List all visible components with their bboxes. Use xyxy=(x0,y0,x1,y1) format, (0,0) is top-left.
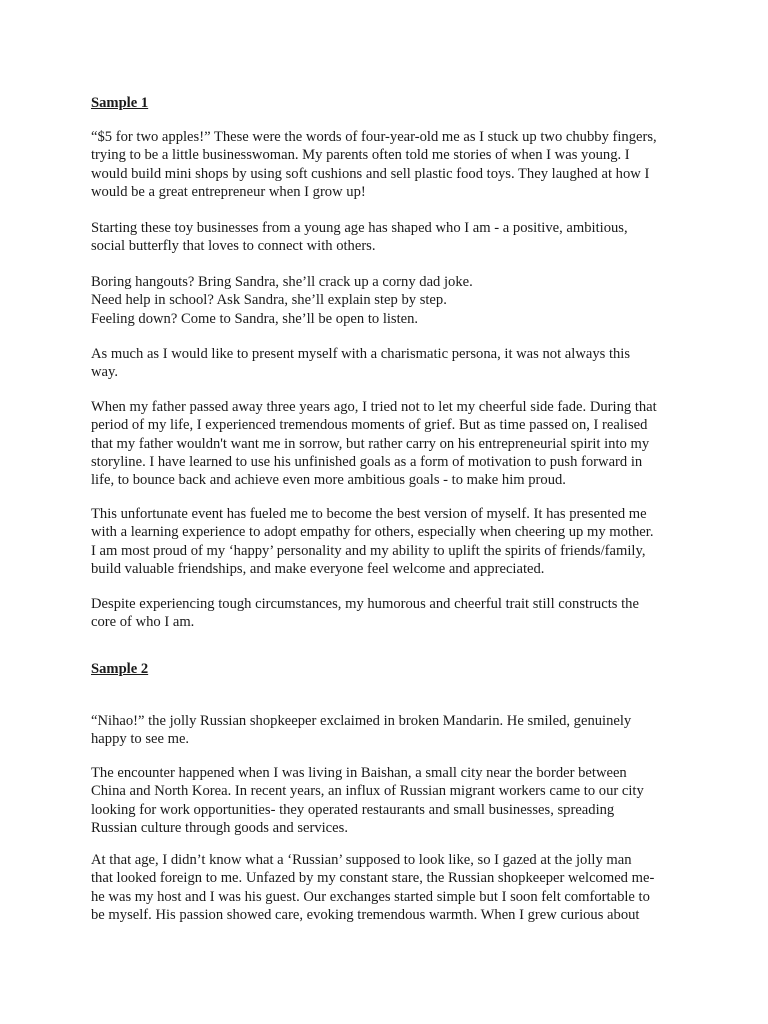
paragraph-line: way. xyxy=(91,364,119,381)
sample-2-paragraph-1 xyxy=(91,712,691,749)
sample-1-heading-block xyxy=(91,94,691,112)
paragraph-line: looking for work opportunities- they operated restaurants and small businesses, spreading xyxy=(91,801,615,818)
paragraph-line: would be a great entrepreneur when I grow up! xyxy=(91,183,366,200)
paragraph-line: This unfortunate event has fueled me to become the best version of myself. It has presented me xyxy=(91,506,647,522)
paragraph-line: storyline. I have learned to use his unfinished goals as a form of motivation to push forward in xyxy=(91,453,643,470)
sample-1-heading: Sample 1 xyxy=(91,95,149,111)
paragraph-line: he was my host and I was his guest. Our exchanges started simple but I soon felt comfortable to xyxy=(91,888,650,905)
paragraph-line: At that age, I didn’t know what a ‘Russian’ supposed to look like, so I gazed at the jolly man xyxy=(91,852,632,868)
paragraph-line: Despite experiencing tough circumstances, my humorous and cheerful trait still constructs the xyxy=(91,596,639,612)
sample-1-paragraph-3 xyxy=(91,273,691,328)
paragraph-line: social butterfly that loves to connect with others. xyxy=(91,238,376,255)
paragraph-line: that looked foreign to me. Unfazed by my constant stare, the Russian shopkeeper welcomed me- xyxy=(91,870,655,887)
sample-1-paragraph-2 xyxy=(91,219,691,256)
paragraph-line: Russian culture through goods and services. xyxy=(91,819,348,836)
paragraph-line: Starting these toy businesses from a young age has shaped who I am - a positive, ambitious, xyxy=(91,220,628,236)
sample-2-paragraph-2 xyxy=(91,764,691,837)
paragraph-line: period of my life, I experienced tremendous moments of grief. But as time passed on, I realised xyxy=(91,417,648,434)
paragraph-line: “$5 for two apples!” These were the words of four-year-old me as I stuck up two chubby fingers, xyxy=(91,129,657,145)
sample-1-paragraph-4 xyxy=(91,345,691,382)
paragraph-line: The encounter happened when I was living in Baishan, a small city near the border between xyxy=(91,765,627,781)
paragraph-line: Feeling down? Come to Sandra, she’ll be open to listen. xyxy=(91,310,419,327)
paragraph-line: When my father passed away three years ago, I tried not to let my cheerful side fade. During that xyxy=(91,399,657,415)
paragraph-line: happy to see me. xyxy=(91,731,190,748)
paragraph-line: Need help in school? Ask Sandra, she’ll explain step by step. xyxy=(91,292,447,309)
paragraph-line: be myself. His passion showed care, evoking tremendous warmth. When I grew curious about xyxy=(91,906,640,923)
sample-1-paragraph-7 xyxy=(91,595,691,632)
sample-2-paragraph-3 xyxy=(91,851,691,924)
paragraph-line: would build mini shops by using soft cushions and sell plastic food toys. They laughed at how I xyxy=(91,165,650,182)
paragraph-line: Boring hangouts? Bring Sandra, she’ll crack up a corny dad joke. xyxy=(91,274,473,290)
paragraph-line: core of who I am. xyxy=(91,614,195,631)
paragraph-line: build valuable friendships, and make everyone feel welcome and appreciated. xyxy=(91,560,545,577)
paragraph-line: As much as I would like to present myself with a charismatic persona, it was not always this xyxy=(91,346,631,362)
sample-1-paragraph-6 xyxy=(91,505,691,578)
paragraph-line: I am most proud of my ‘happy’ personality and my ability to uplift the spirits of friends/family, xyxy=(91,542,646,559)
paragraph-line: with a learning experience to adopt empathy for others, especially when cheering up my mother. xyxy=(91,524,654,541)
sample-2-heading-block xyxy=(91,660,691,678)
paragraph-line: that my father wouldn't want me in sorrow, but rather carry on his entrepreneurial spirit into my xyxy=(91,435,650,452)
paragraph-line: China and North Korea. In recent years, an influx of Russian migrant workers came to our city xyxy=(91,783,644,800)
sample-2-heading: Sample 2 xyxy=(91,661,149,677)
paragraph-line: trying to be a little businesswoman. My parents often told me stories of when I was young. I xyxy=(91,147,630,164)
paragraph-line: life, to bounce back and achieve even more ambitious goals - to make him proud. xyxy=(91,472,566,489)
sample-1-paragraph-1 xyxy=(91,128,691,201)
paragraph-line: “Nihao!” the jolly Russian shopkeeper exclaimed in broken Mandarin. He smiled, genuinely xyxy=(91,713,632,729)
sample-1-paragraph-5 xyxy=(91,398,691,489)
